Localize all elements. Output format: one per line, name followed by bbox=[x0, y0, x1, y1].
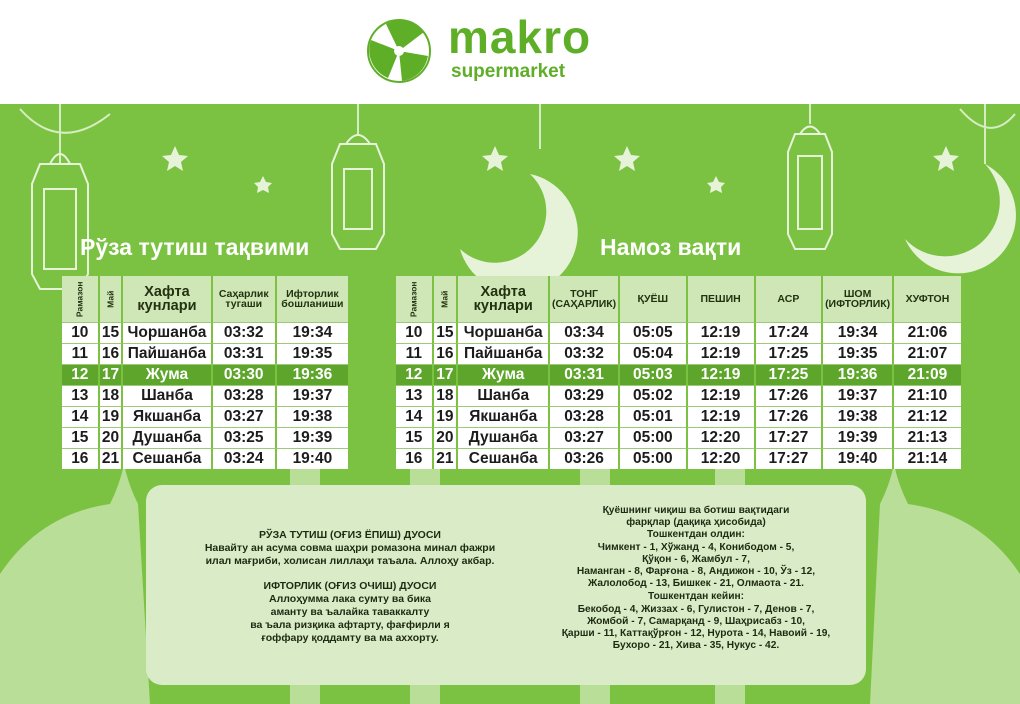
cell-day: Шанба bbox=[121, 385, 210, 406]
cell-sunrise: 05:01 bbox=[618, 406, 686, 427]
cell-day: Жума bbox=[456, 364, 548, 385]
cell-fajr: 03:34 bbox=[548, 322, 618, 343]
table-row bbox=[396, 385, 961, 406]
cell-asr: 17:27 bbox=[754, 448, 822, 469]
cell-may: 15 bbox=[432, 322, 457, 343]
dua-line: Аллоҳумма лака сумту ва бика bbox=[269, 593, 431, 605]
cell-asr: 17:26 bbox=[754, 385, 822, 406]
cell-maghrib: 19:39 bbox=[821, 427, 892, 448]
cell-dhuhr: 12:19 bbox=[686, 364, 754, 385]
cell-ramadan: 13 bbox=[62, 385, 98, 406]
cell-day: Жума bbox=[121, 364, 210, 385]
diff-after-title: Тошкентдан кейин: bbox=[647, 591, 745, 603]
cell-ramadan: 12 bbox=[396, 364, 432, 385]
cell-maghrib: 19:35 bbox=[821, 343, 892, 364]
cell-asr: 17:26 bbox=[754, 406, 822, 427]
col-month-header: Май bbox=[98, 276, 122, 322]
cell-day: Якшанба bbox=[121, 406, 210, 427]
prayer-times-title: Намоз вақти bbox=[600, 234, 742, 260]
col-month-header: Май bbox=[432, 276, 457, 322]
cell-asr: 17:25 bbox=[754, 343, 822, 364]
cell-fajr: 03:26 bbox=[548, 448, 618, 469]
cell-day: Чоршанба bbox=[456, 322, 548, 343]
table-row bbox=[62, 364, 348, 385]
cell-sunrise: 05:00 bbox=[618, 448, 686, 469]
cell-ramadan: 15 bbox=[396, 427, 432, 448]
cell-fajr: 03:27 bbox=[548, 427, 618, 448]
dua-line: ғоффару қоддамту ва ма аххорту. bbox=[261, 632, 439, 644]
cell-fajr: 03:29 bbox=[548, 385, 618, 406]
cell-day: Шанба bbox=[456, 385, 548, 406]
fasting-calendar-table bbox=[62, 276, 348, 469]
cell-may: 16 bbox=[432, 343, 457, 364]
dua-line: ва ъала ризқика афтарту, фағфирли я bbox=[250, 619, 450, 631]
header bbox=[0, 0, 1020, 104]
table-row bbox=[62, 385, 348, 406]
table-row bbox=[396, 322, 961, 343]
cell-day: Сешанба bbox=[456, 448, 548, 469]
cell-isha: 21:14 bbox=[892, 448, 961, 469]
cell-may: 19 bbox=[432, 406, 457, 427]
brand-subtitle: supermarket bbox=[451, 61, 566, 82]
cell-ramadan: 12 bbox=[62, 364, 98, 385]
diff-line: Бухоро - 21, Хива - 35, Нукус - 42. bbox=[612, 640, 780, 652]
col-maghrib-header: ШОМ (ИФТОРЛИК) bbox=[821, 276, 892, 322]
col-suhoor-header: Саҳарлик тугаши bbox=[211, 276, 275, 322]
cell-dhuhr: 12:19 bbox=[686, 385, 754, 406]
cell-ramadan: 14 bbox=[62, 406, 98, 427]
cell-ramadan: 16 bbox=[396, 448, 432, 469]
col-asr-header: АСР bbox=[754, 276, 822, 322]
cell-maghrib: 19:34 bbox=[821, 322, 892, 343]
table-row bbox=[396, 448, 961, 469]
table-row bbox=[62, 406, 348, 427]
cell-suhoor: 03:24 bbox=[211, 448, 275, 469]
col-dhuhr-header: ПЕШИН bbox=[686, 276, 754, 322]
diff-title-line: фарқлар (дақиқа ҳисобида) bbox=[626, 517, 766, 529]
cell-may: 18 bbox=[98, 385, 122, 406]
cell-day: Чоршанба bbox=[121, 322, 210, 343]
cell-iftar: 19:37 bbox=[275, 385, 348, 406]
suhoor-dua-title: РЎЗА ТУТИШ (ОҒИЗ ЁПИШ) ДУОСИ bbox=[259, 529, 441, 541]
cell-iftar: 19:38 bbox=[275, 406, 348, 427]
diff-title-line: Қуёшнинг чиқиш ва ботиш вақтидаги bbox=[602, 505, 790, 516]
cell-suhoor: 03:32 bbox=[211, 322, 275, 343]
cell-may: 20 bbox=[432, 427, 457, 448]
cell-suhoor: 03:27 bbox=[211, 406, 275, 427]
cell-maghrib: 19:36 bbox=[821, 364, 892, 385]
cell-asr: 17:24 bbox=[754, 322, 822, 343]
cell-iftar: 19:40 bbox=[275, 448, 348, 469]
cell-asr: 17:27 bbox=[754, 427, 822, 448]
cell-sunrise: 05:02 bbox=[618, 385, 686, 406]
table-row bbox=[396, 427, 961, 448]
cell-fajr: 03:28 bbox=[548, 406, 618, 427]
table-row bbox=[62, 322, 348, 343]
cell-isha: 21:07 bbox=[892, 343, 961, 364]
col-fajr-header: ТОНГ (САҲАРЛИК) bbox=[548, 276, 618, 322]
cell-ramadan: 10 bbox=[62, 322, 98, 343]
cell-day: Душанба bbox=[121, 427, 210, 448]
cell-sunrise: 05:00 bbox=[618, 427, 686, 448]
dua-line: илал мағриби, холисан лиллаҳи таъала. Аллоҳу акбар. bbox=[205, 555, 495, 567]
dua-line: Навайту ан асума совма шаҳри ромазона минал фажри bbox=[204, 542, 496, 554]
makro-logo-icon bbox=[366, 18, 432, 84]
cell-may: 19 bbox=[98, 406, 122, 427]
cell-ramadan: 11 bbox=[62, 343, 98, 364]
diff-line: Наманган - 8, Фарғона - 8, Андижон - 10, Ўз - 12, bbox=[576, 566, 816, 578]
cell-fajr: 03:32 bbox=[548, 343, 618, 364]
cell-ramadan: 10 bbox=[396, 322, 432, 343]
time-differences bbox=[538, 505, 854, 652]
cell-sunrise: 05:04 bbox=[618, 343, 686, 364]
cell-suhoor: 03:30 bbox=[211, 364, 275, 385]
table-row bbox=[62, 427, 348, 448]
cell-ramadan: 14 bbox=[396, 406, 432, 427]
cell-ramadan: 11 bbox=[396, 343, 432, 364]
col-iftar-header: Ифторлик бошланиши bbox=[275, 276, 348, 322]
fasting-calendar-title: Рўза тутиш тақвими bbox=[80, 234, 310, 260]
table-row bbox=[396, 343, 961, 364]
table-row bbox=[62, 343, 348, 364]
iftar-dua-title: ИФТОРЛИК (ОҒИЗ ОЧИШ) ДУОСИ bbox=[263, 580, 437, 592]
diff-before-title: Тошкентдан олдин: bbox=[647, 529, 745, 541]
cell-ramadan: 15 bbox=[62, 427, 98, 448]
suhoor-dua bbox=[170, 529, 530, 568]
cell-suhoor: 03:28 bbox=[211, 385, 275, 406]
cell-isha: 21:06 bbox=[892, 322, 961, 343]
cell-maghrib: 19:37 bbox=[821, 385, 892, 406]
cell-ramadan: 16 bbox=[62, 448, 98, 469]
cell-suhoor: 03:25 bbox=[211, 427, 275, 448]
cell-day: Пайшанба bbox=[121, 343, 210, 364]
col-weekday-header: Хафта кунлари bbox=[456, 276, 548, 322]
cell-suhoor: 03:31 bbox=[211, 343, 275, 364]
col-isha-header: ХУФТОН bbox=[892, 276, 961, 322]
cell-asr: 17:25 bbox=[754, 364, 822, 385]
cell-iftar: 19:36 bbox=[275, 364, 348, 385]
table-row bbox=[396, 364, 961, 385]
diff-line: Жалолобод - 13, Бишкек - 21, Олмаота - 21. bbox=[588, 578, 804, 590]
brand-name: makro bbox=[448, 11, 592, 63]
diff-line: Чимкент - 1, Хўжанд - 4, Конибодом - 5, bbox=[597, 541, 795, 553]
cell-dhuhr: 12:20 bbox=[686, 448, 754, 469]
cell-may: 17 bbox=[98, 364, 122, 385]
cell-dhuhr: 12:19 bbox=[686, 322, 754, 343]
cell-may: 21 bbox=[98, 448, 122, 469]
cell-may: 16 bbox=[98, 343, 122, 364]
cell-day: Пайшанба bbox=[456, 343, 548, 364]
col-weekday-header: Хафта кунлари bbox=[121, 276, 210, 322]
cell-sunrise: 05:03 bbox=[618, 364, 686, 385]
cell-may: 15 bbox=[98, 322, 122, 343]
cell-iftar: 19:34 bbox=[275, 322, 348, 343]
cell-dhuhr: 12:19 bbox=[686, 343, 754, 364]
cell-maghrib: 19:38 bbox=[821, 406, 892, 427]
diff-line: Жомбой - 7, Самарқанд - 9, Шаҳрисабз - 10, bbox=[587, 615, 805, 627]
cell-ramadan: 13 bbox=[396, 385, 432, 406]
diff-line: Бекобод - 4, Жиззах - 6, Гулистон - 7, Денов - 7, bbox=[577, 603, 815, 615]
col-sunrise-header: ҚУЁШ bbox=[618, 276, 686, 322]
cell-dhuhr: 12:20 bbox=[686, 427, 754, 448]
diff-line: Қўқон - 6, Жамбул - 7, bbox=[642, 553, 750, 565]
iftar-dua bbox=[170, 580, 530, 645]
cell-day: Сешанба bbox=[121, 448, 210, 469]
table-row bbox=[62, 448, 348, 469]
col-ramadan-header: Рамазон bbox=[396, 276, 432, 322]
cell-iftar: 19:35 bbox=[275, 343, 348, 364]
diff-line: Қарши - 11, Каттақўрғон - 12, Нурота - 14, Навоий - 19, bbox=[561, 628, 831, 640]
cell-may: 21 bbox=[432, 448, 457, 469]
cell-isha: 21:10 bbox=[892, 385, 961, 406]
col-ramadan-header: Рамазон bbox=[62, 276, 98, 322]
cell-day: Душанба bbox=[456, 427, 548, 448]
cell-isha: 21:13 bbox=[892, 427, 961, 448]
cell-day: Якшанба bbox=[456, 406, 548, 427]
dua-line: аманту ва ъалайка таваккалту bbox=[270, 606, 430, 618]
prayer-times-table bbox=[396, 276, 961, 469]
cell-fajr: 03:31 bbox=[548, 364, 618, 385]
cell-isha: 21:09 bbox=[892, 364, 961, 385]
cell-dhuhr: 12:19 bbox=[686, 406, 754, 427]
cell-may: 18 bbox=[432, 385, 457, 406]
cell-may: 17 bbox=[432, 364, 457, 385]
table-row bbox=[396, 406, 961, 427]
cell-may: 20 bbox=[98, 427, 122, 448]
cell-sunrise: 05:05 bbox=[618, 322, 686, 343]
cell-isha: 21:12 bbox=[892, 406, 961, 427]
cell-iftar: 19:39 bbox=[275, 427, 348, 448]
cell-maghrib: 19:40 bbox=[821, 448, 892, 469]
